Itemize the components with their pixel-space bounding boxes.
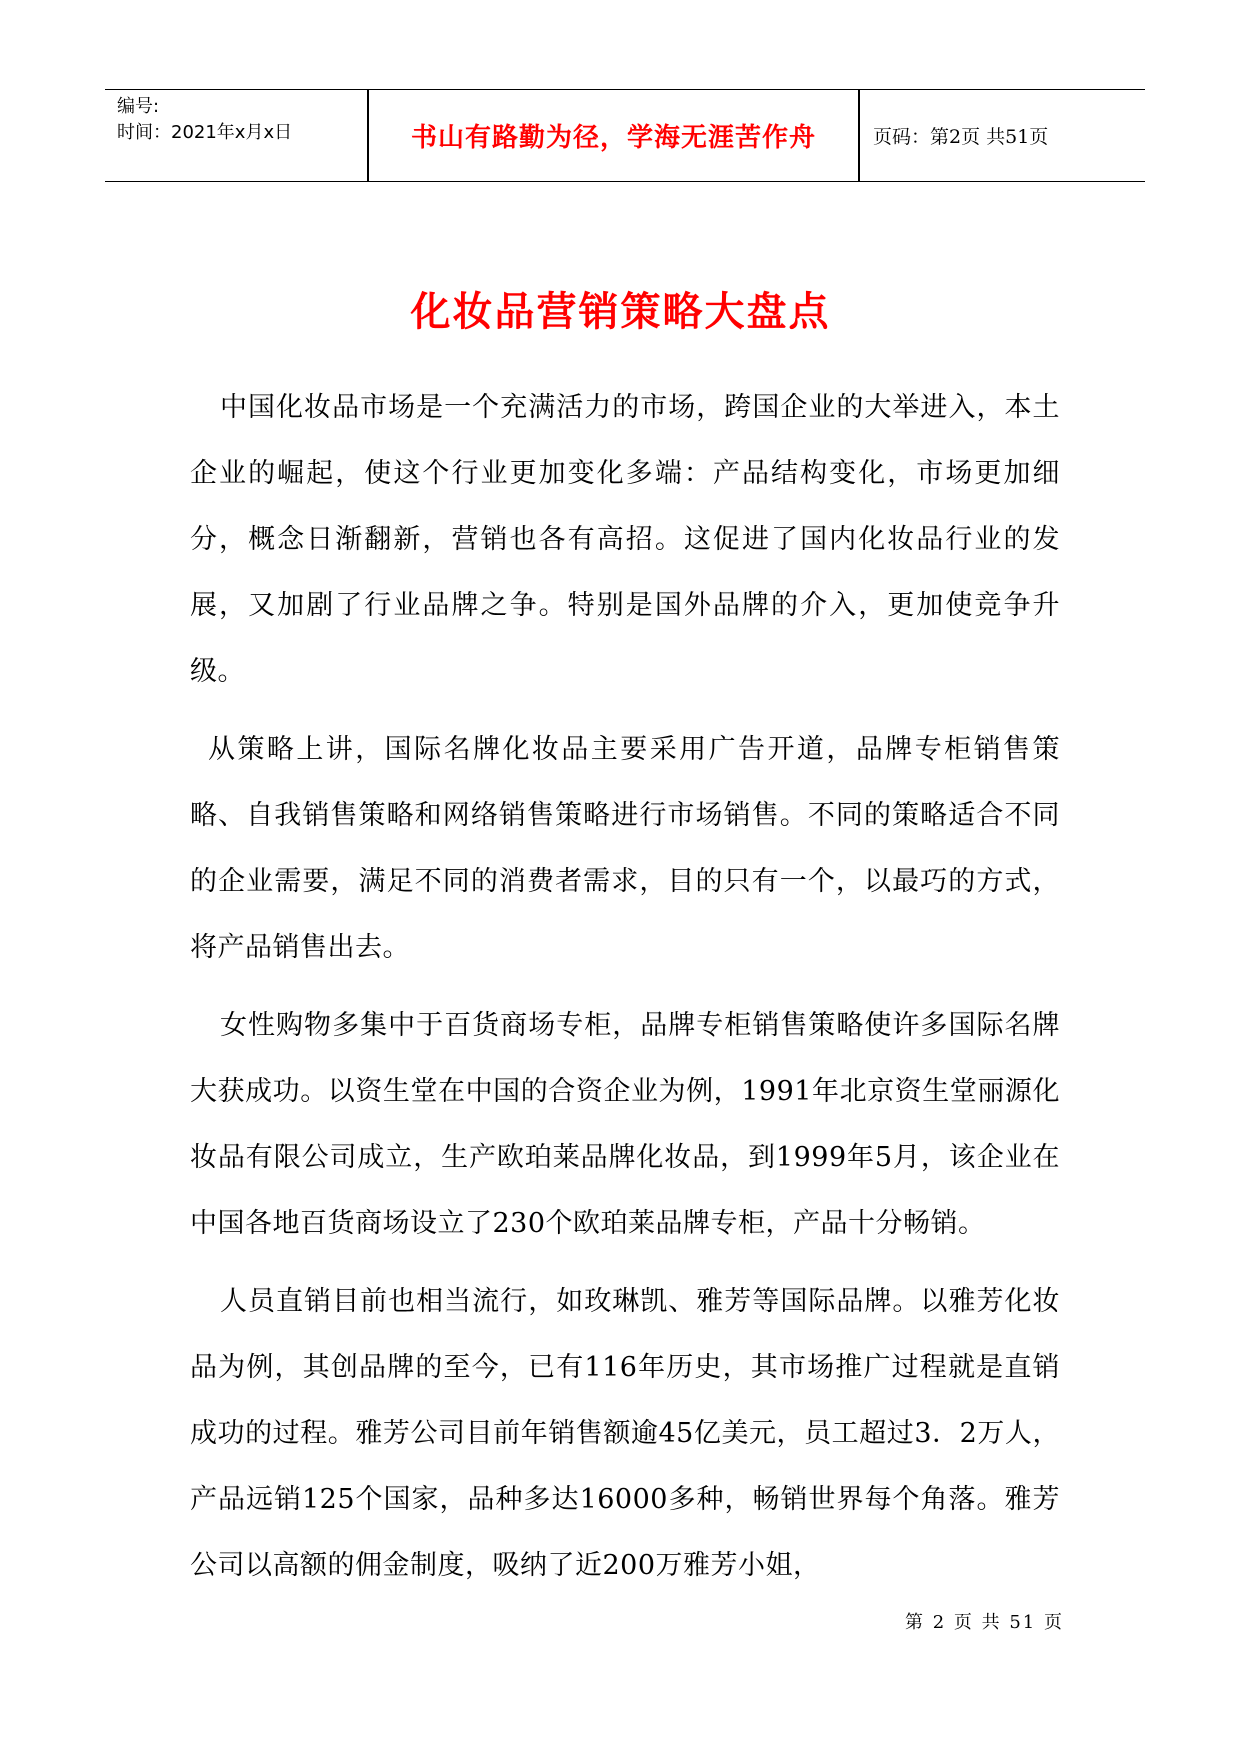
paragraph-4: 人员直销目前也相当流行，如玫琳凯、雅芳等国际品牌。以雅芳化妆品为例，其创品牌的至今，已有116年历史，其市场推广过程就是直销成功的过程。雅芳公司目前年销售额逾45亿美元，员工超过3．2万人，产品远销125个国家，品种多达16000多种，畅销世界每个角落。雅芳公司以高额的佣金制度，吸纳了近200万雅芳小姐， [190, 1286, 1060, 1581]
header-time-label: 时间：2021年x月x日 [117, 122, 293, 143]
header-page-label: 页码：第2页 共51页 [873, 126, 1049, 148]
document-title: 化妆品营销策略大盘点 [410, 288, 831, 335]
header-number-label: 编号: [117, 96, 160, 117]
header-motto: 书山有路勤为径，学海无涯苦作舟 [410, 123, 816, 153]
page-header [105, 89, 1145, 182]
document-body [190, 375, 1060, 1611]
header-divider-right [858, 90, 860, 181]
paragraph-1: 中国化妆品市场是一个充满活力的市场，跨国企业的大举进入，本土企业的崛起，使这个行业更加变化多端：产品结构变化，市场更加细分，概念日渐翻新，营销也各有高招。这促进了国内化妆品行业的发展，又加剧了行业品牌之争。特别是国外品牌的介入，更加使竞争升级。 [190, 392, 1060, 687]
paragraph-3: 女性购物多集中于百货商场专柜，品牌专柜销售策略使许多国际名牌大获成功。以资生堂在中国的合资企业为例，1991年北京资生堂丽源化妆品有限公司成立，生产欧珀莱品牌化妆品，到1999年5月，该企业在中国各地百货商场设立了230个欧珀莱品牌专柜，产品十分畅销。 [190, 1010, 1060, 1239]
header-meta [117, 94, 367, 146]
paragraph-2: 从策略上讲，国际名牌化妆品主要采用广告开道，品牌专柜销售策略、自我销售策略和网络销售策略进行市场销售。不同的策略适合不同的企业需要，满足不同的消费者需求，目的只有一个，以最巧的方式，将产品销售出去。 [190, 734, 1060, 963]
page-footer: 第 2 页 共 51 页 [905, 1612, 1064, 1633]
